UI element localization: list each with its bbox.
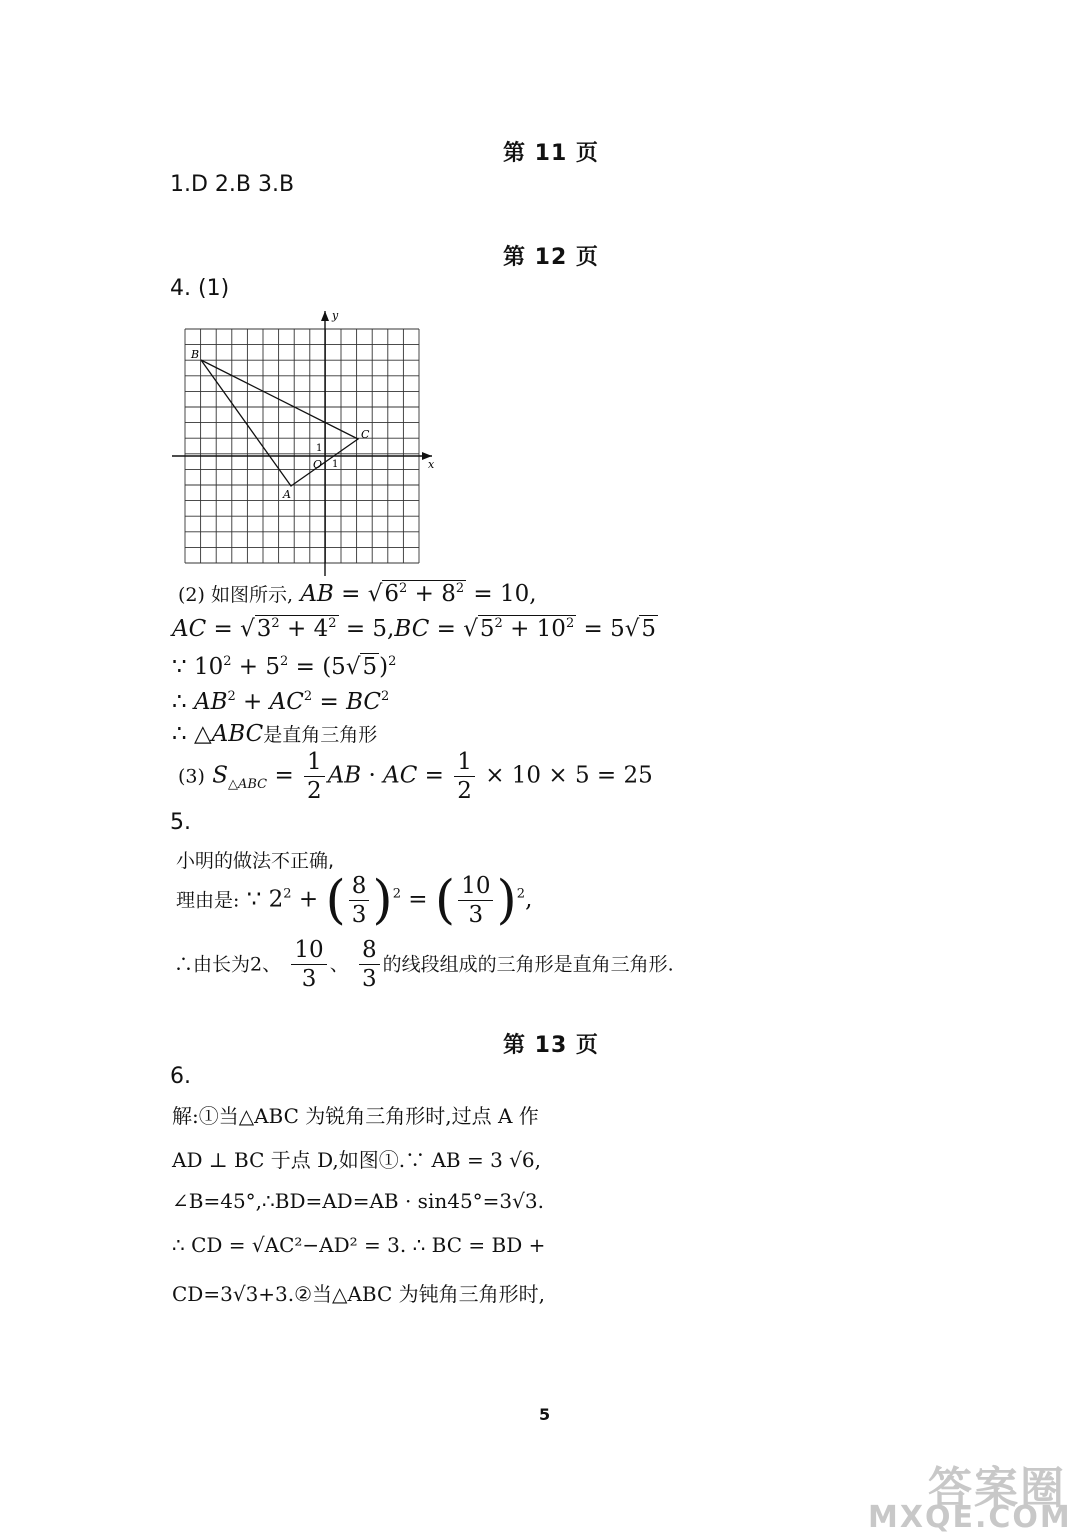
coordinate-grid-figure	[170, 308, 450, 578]
point-c-label: C	[361, 428, 370, 441]
q5-line3-prefix: ∴由长为2、	[174, 953, 282, 976]
grid-lines	[185, 329, 419, 563]
q5-line2-prefix: 理由是:	[176, 889, 240, 912]
x-axis	[172, 452, 432, 460]
q4-part2-line2: AC = $√3^2 + 4^2 = 5,BC = √5^2 + 10^2 = 5√5$	[172, 616, 657, 642]
q5-line2: 理由是: ∵ $2^2$ + ( $\frac{8}{3}$ )$^2$ = ( $\frac{10}{3}$ )$^2$,	[176, 870, 533, 931]
answers-p11: 1.D 2.B 3.B	[170, 172, 295, 197]
page-number: 5	[539, 1405, 551, 1424]
q5-line3-suffix: 的线段组成的三角形是直角三角形.	[382, 953, 674, 976]
x-axis-label: x	[428, 458, 435, 471]
q4-conclusion-text: 是直角三角形	[263, 724, 378, 746]
q4-part2-line1: (2) 如图所示, AB = $√6^2 + 8^2 = 10$,	[178, 581, 537, 607]
question-6-label: 6.	[170, 1064, 191, 1089]
q4-part2-line4: ∴ $AB^2 + AC^2 = BC^2$	[172, 689, 390, 715]
watermark-logo: 答案圈	[928, 1463, 1066, 1514]
q4-part2-line3: ∵ $10^2 + 5^2 = (5√5)^2$	[172, 654, 397, 680]
q4-part2-line5: ∴ △ABC是直角三角形	[172, 721, 378, 747]
origin-label: O	[313, 458, 323, 471]
unit-label-x: 1	[332, 459, 339, 470]
q6-line5: CD=3√3+3.②当△ABC 为钝角三角形时,	[172, 1282, 545, 1306]
section-heading-p11: 第 11 页	[503, 141, 599, 166]
q5-separator: 、	[329, 953, 349, 976]
question-4-label: 4. (1)	[170, 276, 230, 301]
q4-part2-prefix: (2) 如图所示,	[178, 584, 293, 606]
q6-line2: AD ⊥ BC 于点 D,如图①.∵ AB = 3 √6,	[172, 1148, 542, 1172]
q6-line4: ∴ CD = √AC²−AD² = 3. ∴ BC = BD +	[172, 1233, 546, 1257]
section-heading-p12: 第 12 页	[503, 245, 599, 270]
q6-line1: 解:①当△ABC 为锐角三角形时,过点 A 作	[172, 1104, 539, 1128]
unit-label-y: 1	[316, 443, 323, 454]
q4-part3-line: (3) $S_{\triangle ABC}$ = $\frac{1}{2}$ AB · AC = $\frac{1}{2}$ × 10 × 5 = 25	[178, 749, 653, 804]
q5-line1: 小明的做法不正确,	[176, 850, 335, 872]
watermark-url: MXQE.COM	[868, 1500, 1072, 1535]
section-heading-p13: 第 13 页	[503, 1033, 599, 1058]
question-5-label: 5.	[170, 810, 191, 835]
point-b-label: B	[191, 348, 200, 361]
q6-line3: ∠B=45°,∴BD=AD=AB · sin45°=3√3.	[172, 1189, 544, 1213]
q5-line3: ∴由长为2、 $\frac{10}{3}$ 、 $\frac{8}{3}$ 的线段组成的三角形是直角三角形.	[174, 937, 674, 992]
y-axis-label: y	[332, 309, 339, 322]
point-a-label: A	[283, 488, 291, 501]
q4-part3-prefix: (3)	[178, 765, 205, 788]
